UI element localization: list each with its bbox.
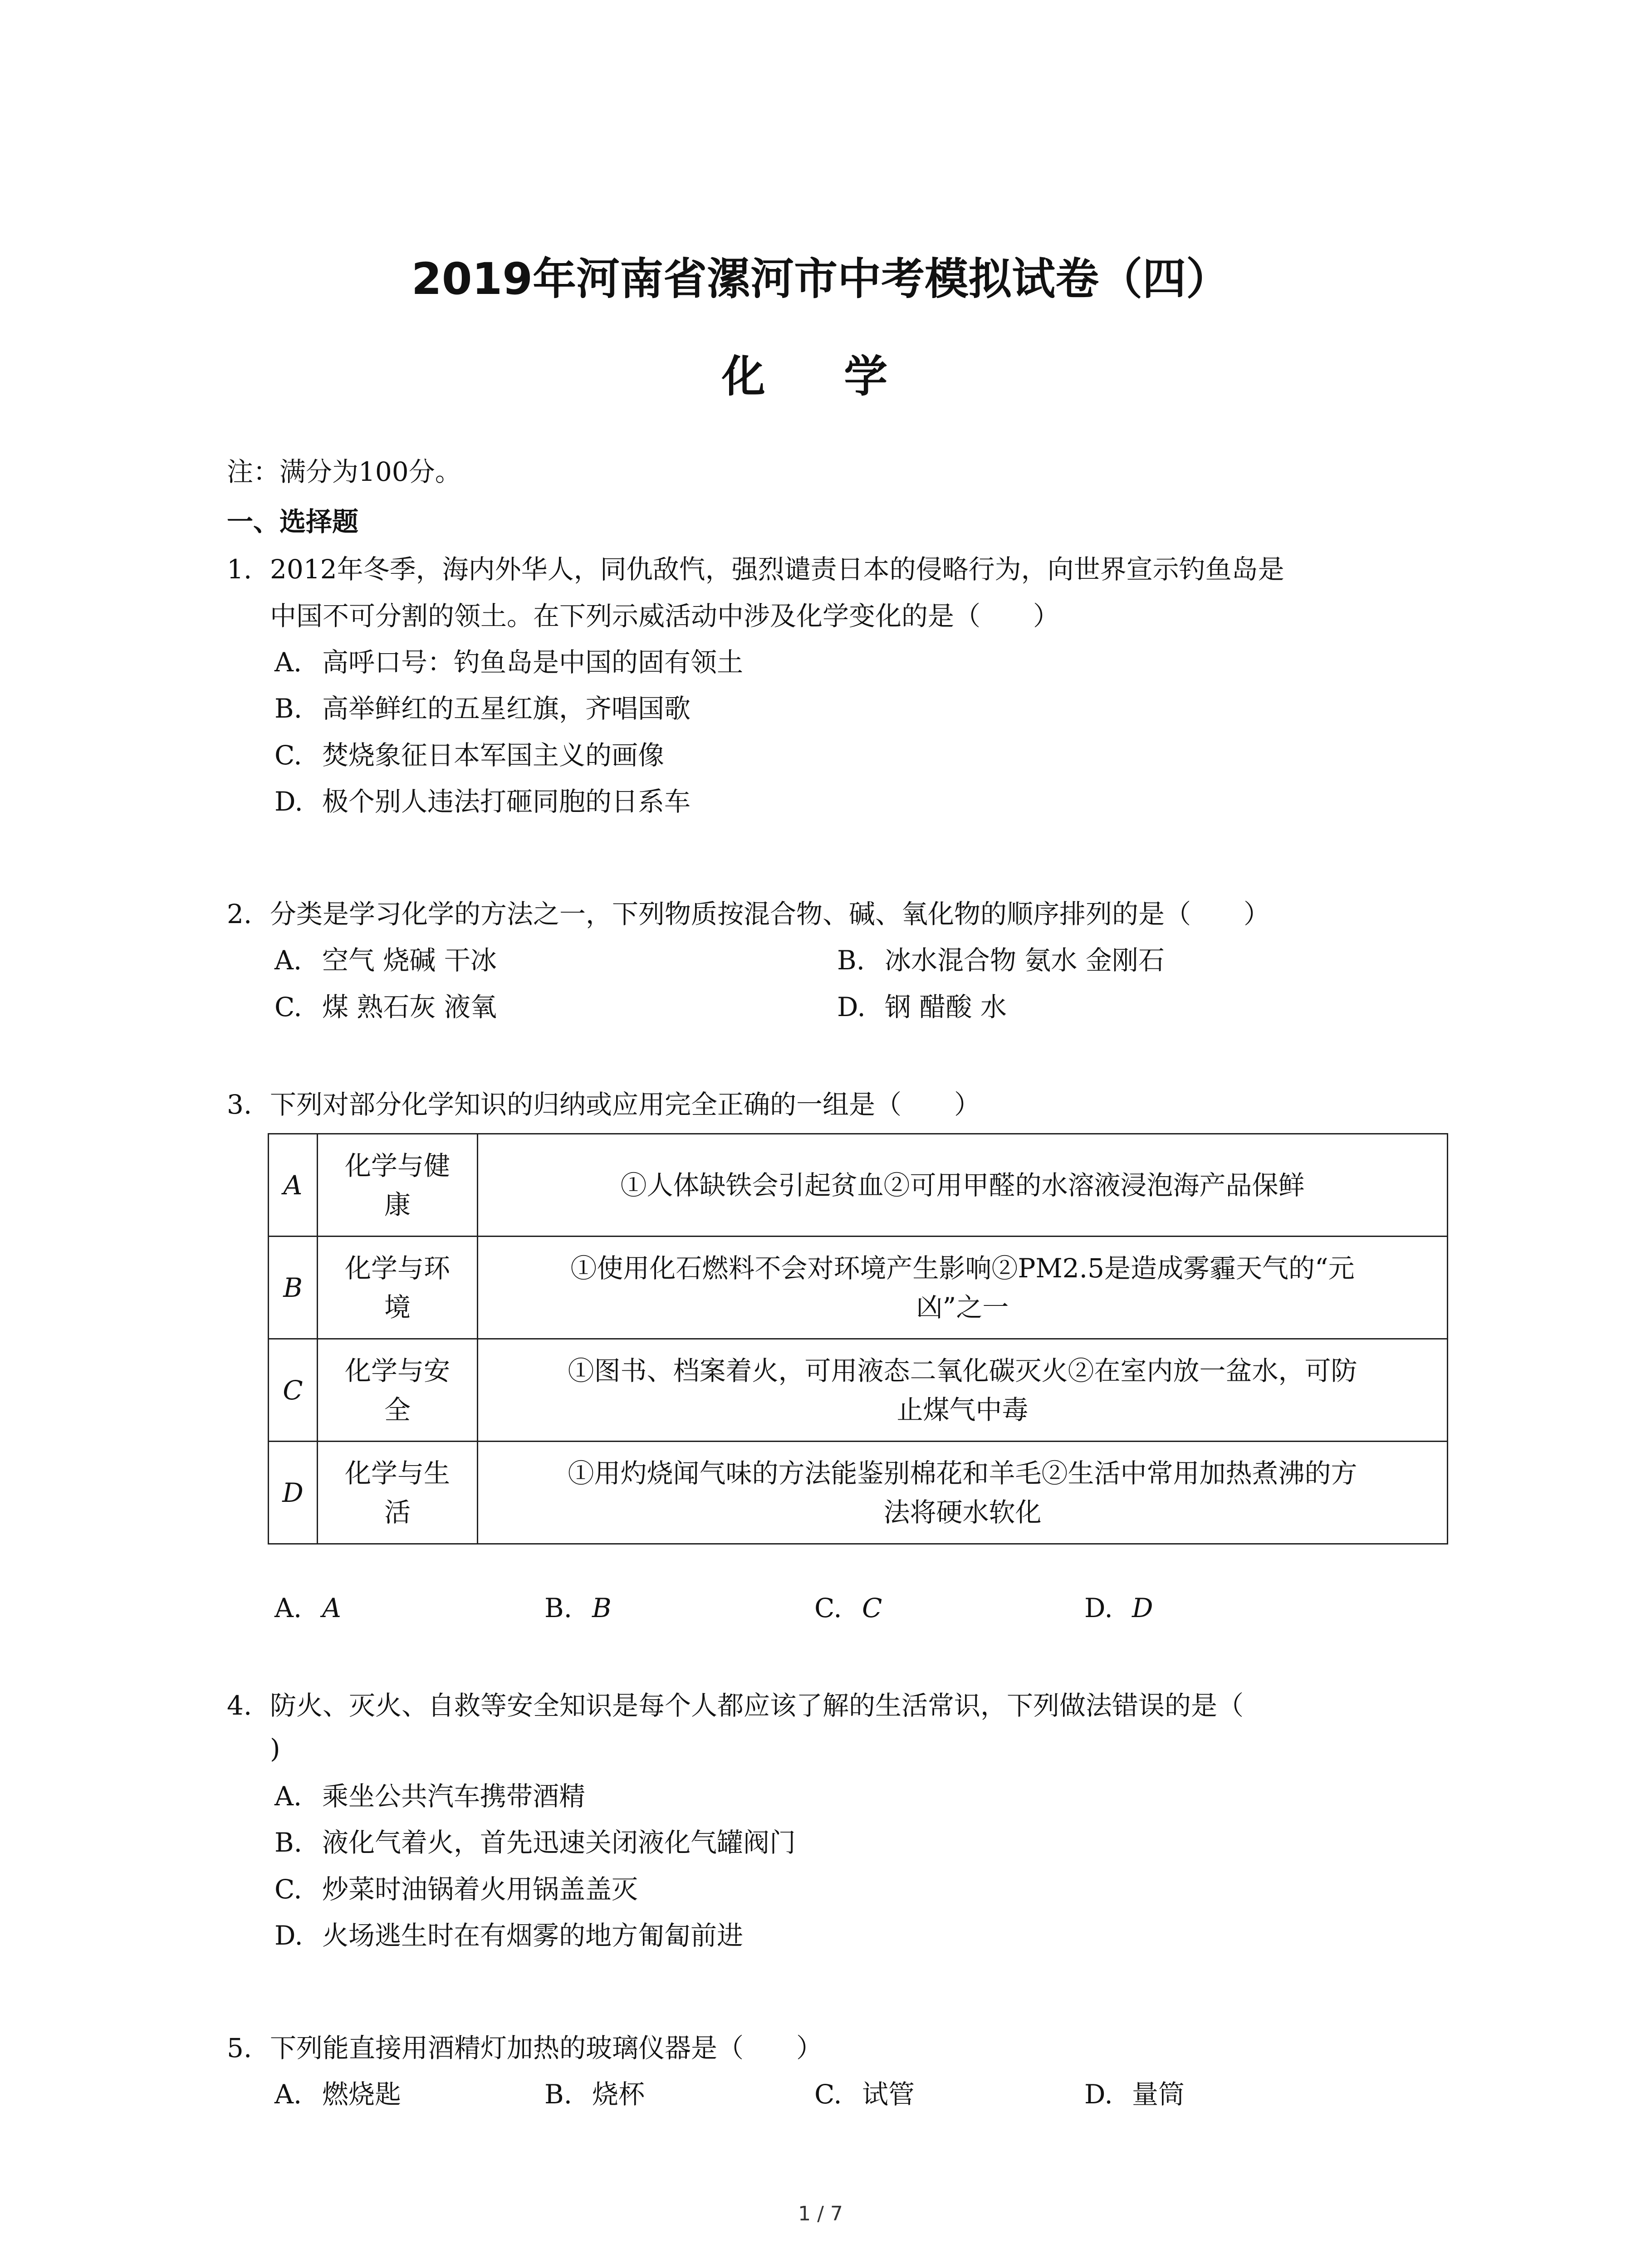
category-line: 化学与环 bbox=[344, 1252, 450, 1284]
option-b bbox=[837, 942, 1165, 978]
content-line: 止煤气中毒 bbox=[896, 1394, 1029, 1425]
content-line: 法将硬水软化 bbox=[883, 1496, 1042, 1528]
knowledge-table bbox=[268, 1133, 1448, 1545]
question-number: 1. bbox=[227, 554, 252, 585]
option-c bbox=[274, 1871, 638, 1907]
question-text: 中国不可分割的领土。在下列示威活动中涉及化学变化的是（ ） bbox=[270, 601, 1060, 631]
option-text: 液化气着火，首先迅速关闭液化气罐阀门 bbox=[322, 1827, 796, 1858]
row-content bbox=[478, 1442, 1448, 1544]
question-text: ) bbox=[270, 1733, 280, 1764]
row-category bbox=[318, 1339, 478, 1442]
subject-title: 化 学 bbox=[721, 351, 920, 402]
category-line: 化学与生 bbox=[344, 1457, 450, 1489]
category-line: 康 bbox=[384, 1189, 411, 1220]
option-d bbox=[274, 783, 691, 820]
option-label: D. bbox=[274, 1920, 303, 1951]
option-c bbox=[814, 2076, 915, 2112]
option-label: D. bbox=[1084, 2079, 1113, 2110]
option-text: B bbox=[592, 1593, 612, 1623]
option-label: B. bbox=[837, 945, 865, 976]
option-text: A bbox=[322, 1593, 341, 1623]
category-line: 化学与健 bbox=[344, 1150, 450, 1181]
option-b bbox=[544, 1590, 612, 1626]
option-text: 量筒 bbox=[1132, 2079, 1185, 2110]
row-key: C bbox=[269, 1339, 318, 1442]
question-number: 3. bbox=[227, 1089, 252, 1120]
option-text: 钢 醋酸 水 bbox=[885, 992, 1007, 1022]
option-label: B. bbox=[544, 2079, 573, 2110]
option-d bbox=[1084, 1590, 1153, 1626]
option-b bbox=[274, 1824, 796, 1861]
score-note: 注：满分为100分。 bbox=[227, 456, 461, 487]
category-line: 境 bbox=[384, 1291, 411, 1323]
option-a bbox=[274, 2076, 401, 2112]
category-line: 化学与安 bbox=[344, 1355, 450, 1386]
category-line: 活 bbox=[384, 1496, 411, 1528]
option-text: 极个别人违法打砸同胞的日系车 bbox=[322, 786, 691, 817]
option-text: 乘坐公共汽车携带酒精 bbox=[322, 1781, 586, 1812]
option-label: A. bbox=[274, 2079, 302, 2110]
option-text: D bbox=[1132, 1593, 1153, 1623]
option-label: B. bbox=[274, 1827, 303, 1858]
table-row bbox=[269, 1442, 1448, 1544]
content-line: ①图书、档案着火，可用液态二氧化碳灭火②在室内放一盆水，可防 bbox=[568, 1355, 1357, 1386]
row-category bbox=[318, 1237, 478, 1339]
row-content bbox=[478, 1237, 1448, 1339]
question-number: 4. bbox=[227, 1690, 252, 1721]
question-text: 防火、灭火、自救等安全知识是每个人都应该了解的生活常识，下列做法错误的是（ bbox=[270, 1690, 1244, 1721]
row-key: B bbox=[269, 1237, 318, 1339]
category-line: 全 bbox=[384, 1394, 411, 1425]
option-a bbox=[274, 942, 497, 978]
row-content bbox=[478, 1134, 1448, 1237]
option-text: 冰水混合物 氨水 金刚石 bbox=[885, 945, 1165, 976]
row-content bbox=[478, 1339, 1448, 1442]
content-line: 凶”之一 bbox=[916, 1291, 1009, 1323]
content-line: ①用灼烧闻气味的方法能鉴别棉花和羊毛②生活中常用加热煮沸的方 bbox=[568, 1457, 1357, 1489]
option-label: C. bbox=[274, 740, 302, 771]
option-c bbox=[814, 1590, 882, 1626]
question-text: 2012年冬季，海内外华人，同仇敌忾，强烈谴责日本的侵略行为，向世界宣示钓鱼岛是 bbox=[270, 554, 1284, 585]
option-label: C. bbox=[274, 1874, 302, 1905]
option-a bbox=[274, 644, 743, 680]
option-text: 高举鲜红的五星红旗，齐唱国歌 bbox=[322, 693, 691, 724]
question-text: 下列能直接用酒精灯加热的玻璃仪器是（ ） bbox=[270, 2033, 823, 2063]
option-label: A. bbox=[274, 647, 302, 678]
option-b bbox=[544, 2076, 645, 2112]
option-label: B. bbox=[274, 693, 303, 724]
option-label: C. bbox=[274, 992, 302, 1022]
option-label: A. bbox=[274, 1781, 302, 1812]
content-line: ①人体缺铁会引起贫血②可用甲醛的水溶液浸泡海产品保鲜 bbox=[620, 1169, 1305, 1201]
option-label: D. bbox=[837, 992, 866, 1022]
option-c bbox=[274, 989, 497, 1025]
option-text: 空气 烧碱 干冰 bbox=[322, 945, 497, 976]
row-key: A bbox=[269, 1134, 318, 1237]
table-row bbox=[269, 1237, 1448, 1339]
question-number: 2. bbox=[227, 899, 252, 929]
option-text: 焚烧象征日本军国主义的画像 bbox=[322, 740, 665, 771]
section-heading: 一、选择题 bbox=[227, 506, 359, 537]
option-text: 烧杯 bbox=[592, 2079, 645, 2110]
row-category bbox=[318, 1134, 478, 1237]
option-label: D. bbox=[1084, 1593, 1113, 1623]
row-category bbox=[318, 1442, 478, 1544]
option-text: 煤 熟石灰 液氧 bbox=[322, 992, 497, 1022]
row-key: D bbox=[269, 1442, 318, 1544]
option-text: 炒菜时油锅着火用锅盖盖灭 bbox=[322, 1874, 638, 1905]
option-d bbox=[274, 1917, 743, 1954]
question-text: 分类是学习化学的方法之一，下列物质按混合物、碱、氧化物的顺序排列的是（ ） bbox=[270, 899, 1270, 929]
option-a bbox=[274, 1590, 341, 1626]
option-label: C. bbox=[814, 2079, 842, 2110]
option-text: C bbox=[862, 1593, 882, 1623]
exam-title: 2019年河南省漯河市中考模拟试卷（四） bbox=[411, 254, 1230, 304]
option-label: C. bbox=[814, 1593, 842, 1623]
question-number: 5. bbox=[227, 2033, 252, 2063]
option-b bbox=[274, 690, 691, 727]
option-d bbox=[1084, 2076, 1185, 2112]
question-text: 下列对部分化学知识的归纳或应用完全正确的一组是（ ） bbox=[270, 1089, 981, 1120]
option-text: 高呼口号：钓鱼岛是中国的固有领土 bbox=[322, 647, 744, 678]
option-text: 燃烧匙 bbox=[322, 2079, 402, 2110]
option-d bbox=[837, 989, 1007, 1025]
content-line: ①使用化石燃料不会对环境产生影响②PM2.5是造成雾霾天气的“元 bbox=[570, 1252, 1355, 1284]
option-label: A. bbox=[274, 1593, 302, 1623]
option-label: A. bbox=[274, 945, 302, 976]
option-a bbox=[274, 1778, 585, 1814]
table-row bbox=[269, 1134, 1448, 1237]
option-text: 火场逃生时在有烟雾的地方匍匐前进 bbox=[322, 1920, 744, 1951]
option-label: D. bbox=[274, 786, 303, 817]
page-number: 1 / 7 bbox=[798, 2202, 843, 2225]
option-text: 试管 bbox=[862, 2079, 915, 2110]
table-row bbox=[269, 1339, 1448, 1442]
option-c bbox=[274, 737, 664, 773]
option-label: B. bbox=[544, 1593, 573, 1623]
